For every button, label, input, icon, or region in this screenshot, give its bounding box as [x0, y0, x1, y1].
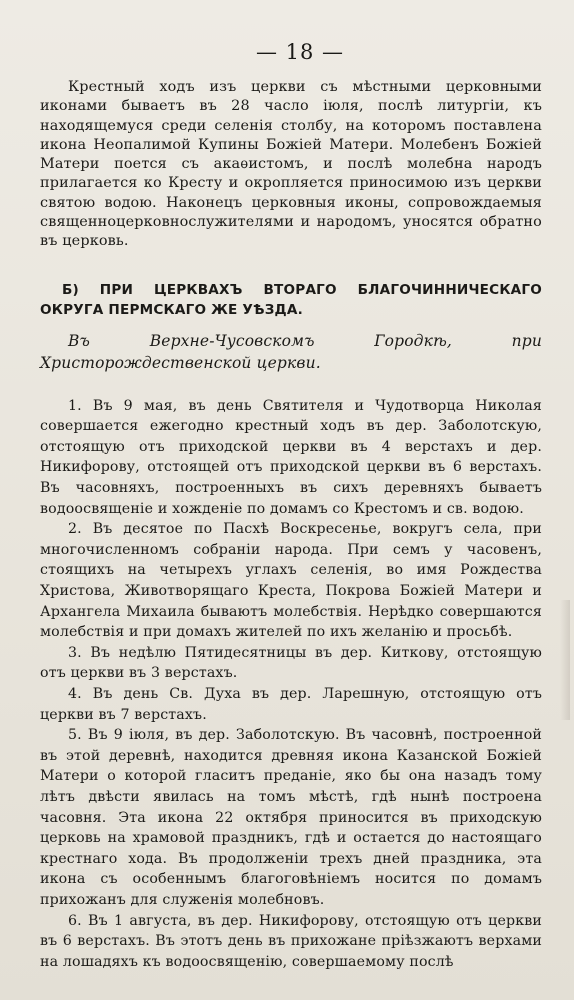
list-item: 4. Въ день Св. Духа въ дер. Ларешную, отстоящую отъ церкви въ 7 верстахъ. — [40, 685, 542, 723]
list-item: 2. Въ десятое по Пасхѣ Воскресенье, вокругъ села, при многочисленномъ собраніи народа. При семъ у часовенъ, стоящихъ на четырехъ углахъ селенія, во имя Рождества Христова, Животворящаго Креста, Покрова Божіей Матери и Архангела Михаила бываютъ молебствія. Нерѣдко совершаются молебствія и при домахъ жителей по ихъ желанію и просьбѣ. — [40, 521, 542, 641]
list-item: 1. Въ 9 мая, въ день Святителя и Чудотворца Николая совершается ежегодно крестный ходъ въ дер. Заболотскую, отстоящую отъ приходской церкви въ 4 верстахъ и дер. Никифорову, отстоящей отъ приходской церкви въ 6 верстахъ. Въ часовняхъ, построенныхъ въ сихъ деревняхъ бываетъ водоосвященіе и хожденіе по домамъ со Крестомъ и св. водою. — [40, 397, 542, 517]
list-item: 3. Въ недѣлю Пятидесятницы въ дер. Киткову, отстоящую отъ церкви въ 3 верстахъ. — [40, 644, 542, 682]
procession-list — [40, 396, 542, 973]
sub-heading: Въ Верхне-Чусовскомъ Городкѣ, при Христорождественской церкви. — [40, 331, 542, 372]
page-number: — 18 — — [255, 40, 345, 64]
section-heading: Б) ПРИ ЦЕРКВАХЪ ВТОРАГО БЛАГОЧИННИЧЕСКАГО ОКРУГА ПЕРМСКАГО ЖЕ УѢЗДА. — [40, 281, 542, 318]
list-item: 5. Въ 9 іюля, въ дер. Заболотскую. Въ часовнѣ, построенной въ этой деревнѣ, находится древняя икона Казанской Божіей Матери о которой гласитъ преданіе, яко бы она назадъ тому лѣтъ двѣсти явилась на томъ мѣстѣ, гдѣ нынѣ построена часовня. Эта икона 22 октября приносится въ приходскую церковь на храмовой праздникъ, гдѣ и остается до настоящаго крестнаго хода. Въ продолженіи трехъ дней праздника, эта икона съ особеннымъ благоговѣніемъ носится по домамъ прихожанъ для служенія молебновъ. — [40, 727, 542, 908]
intro-paragraph: Крестный ходъ изъ церкви съ мѣстными церковными иконами бываетъ въ 28 часло іюля, послѣ литургіи, къ находящемуся среди селенія столбу, на которомъ поставлена икона Неопалимой Купины Божіей Матери. Молебенъ Божіей Матери поется съ акаѳистомъ, и послѣ молебна народъ прилагается ко Кресту и окропляется приносимою изъ церкви святою водою. Наконецъ церковныя иконы, сопровождаемыя священноцерковнослужителями и народомъ, уносятся обратно въ церковь. — [40, 79, 542, 250]
page-edge-shadow — [560, 600, 570, 720]
list-item: 6. Въ 1 августа, въ дер. Никифорову, отстоящую отъ церкви въ 6 верстахъ. Въ этотъ день въ прихожане пріѣзжаютъ верхами на лошадяхъ къ водоосвященію, совершаемому послѣ — [40, 912, 542, 970]
